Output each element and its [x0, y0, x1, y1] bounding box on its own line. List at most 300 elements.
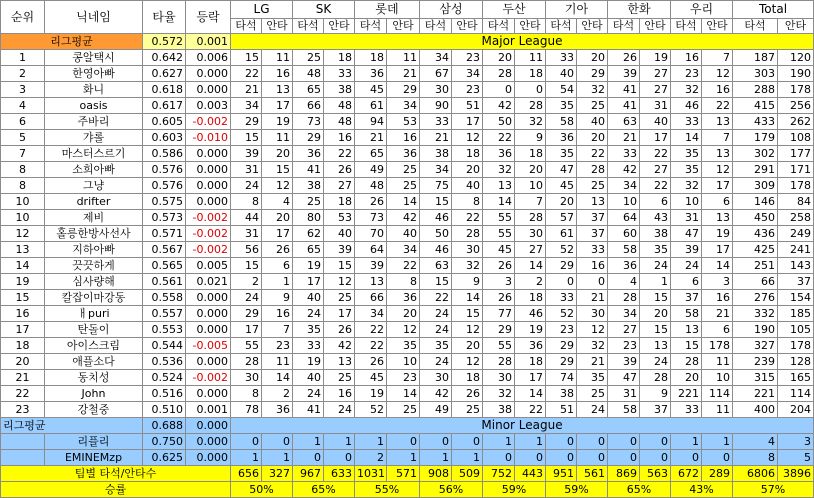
- player-row[interactable]: [1, 210, 814, 226]
- stat-hits: 40: [387, 226, 420, 242]
- stat-hits: 171: [778, 162, 814, 178]
- stat-hits: 16: [262, 66, 293, 82]
- stat-at-bats: 22: [231, 66, 262, 82]
- player-row[interactable]: [1, 178, 814, 194]
- stat-hits: 6: [702, 194, 733, 210]
- stat-hits: 9: [640, 386, 671, 402]
- stat-hits: 1: [387, 450, 420, 466]
- stat-at-bats: 45: [546, 178, 577, 194]
- stat-at-bats: 15: [420, 194, 452, 210]
- player-change: -0.002: [186, 242, 231, 258]
- player-avg: 0.576: [143, 162, 186, 178]
- stat-at-bats: 39: [608, 354, 640, 370]
- stat-at-bats: 28: [671, 354, 702, 370]
- player-rank: [1, 434, 45, 450]
- player-nickname[interactable]: oasis: [45, 98, 143, 114]
- stat-at-bats: 34: [355, 306, 387, 322]
- stat-hits: 26: [324, 162, 355, 178]
- stat-at-bats: 425: [733, 242, 778, 258]
- stat-hits: 31: [640, 98, 671, 114]
- stat-hits: 27: [640, 82, 671, 98]
- stat-hits: 4: [262, 194, 293, 210]
- stat-hits: 11: [262, 130, 293, 146]
- stat-hits: 16: [262, 306, 293, 322]
- stat-at-bats: 41: [608, 82, 640, 98]
- stat-hits: 22: [515, 402, 546, 418]
- player-change: 0.001: [186, 402, 231, 418]
- stat-at-bats: 34: [420, 50, 452, 66]
- stat-at-bats: 309: [733, 178, 778, 194]
- stat-hits: 24: [324, 402, 355, 418]
- player-nickname[interactable]: drifter: [45, 194, 143, 210]
- stat-hits: 36: [262, 402, 293, 418]
- player-nickname[interactable]: 마스터스르기: [45, 146, 143, 162]
- player-rank: 20: [1, 354, 45, 370]
- stat-hits: 42: [387, 210, 420, 226]
- player-nickname[interactable]: 칼잡이마강동: [45, 290, 143, 306]
- stat-hits: 13: [577, 194, 608, 210]
- player-nickname[interactable]: 주바리: [45, 114, 143, 130]
- stat-hits: 0: [515, 82, 546, 98]
- stat-hits: 7: [515, 194, 546, 210]
- stat-hits: 34: [387, 242, 420, 258]
- stat-hits: 18: [452, 146, 483, 162]
- stat-at-bats: 28: [483, 354, 515, 370]
- stat-at-bats: 31: [231, 226, 262, 242]
- stat-hits: 22: [702, 98, 733, 114]
- stat-at-bats: 78: [231, 402, 262, 418]
- stat-at-bats: 35: [546, 146, 577, 162]
- player-nickname[interactable]: 홀릉한방사선사: [45, 226, 143, 242]
- win-rate-value: 56%: [420, 482, 483, 498]
- stat-hits: 0: [577, 450, 608, 466]
- stat-at-bats: 146: [733, 194, 778, 210]
- stat-hits: 20: [577, 50, 608, 66]
- sub-header-hits: 안타: [577, 19, 608, 34]
- stat-hits: 19: [262, 114, 293, 130]
- player-row[interactable]: [1, 146, 814, 162]
- stat-hits: 12: [702, 162, 733, 178]
- player-row[interactable]: [1, 98, 814, 114]
- stat-at-bats: 34: [231, 98, 262, 114]
- win-rate-value: 59%: [483, 482, 546, 498]
- player-row[interactable]: [1, 242, 814, 258]
- stat-at-bats: 28: [231, 354, 262, 370]
- player-nickname[interactable]: John: [45, 386, 143, 402]
- stat-hits: 46: [515, 306, 546, 322]
- player-row[interactable]: [1, 162, 814, 178]
- stat-at-bats: 52: [546, 242, 577, 258]
- stat-hits: 22: [640, 178, 671, 194]
- stat-at-bats: 13: [671, 322, 702, 338]
- stat-at-bats: 73: [293, 114, 324, 130]
- player-change: 0.000: [186, 66, 231, 82]
- stat-at-bats: 327: [733, 338, 778, 354]
- stat-at-bats: 433: [733, 114, 778, 130]
- team-total-value: 951: [546, 466, 577, 482]
- league-avg-change: 0.001: [186, 34, 231, 50]
- stat-at-bats: 90: [420, 98, 452, 114]
- stat-hits: 18: [452, 370, 483, 386]
- stat-hits: 37: [577, 210, 608, 226]
- player-rank: 16: [1, 306, 45, 322]
- stat-hits: 105: [778, 322, 814, 338]
- team-total-value: 563: [640, 466, 671, 482]
- stat-hits: 17: [452, 114, 483, 130]
- stat-at-bats: 10: [608, 194, 640, 210]
- stat-at-bats: 65: [293, 242, 324, 258]
- stat-hits: 10: [702, 370, 733, 386]
- player-nickname[interactable]: 애플소다: [45, 354, 143, 370]
- stat-at-bats: 23: [608, 338, 640, 354]
- stat-at-bats: 66: [293, 98, 324, 114]
- player-nickname[interactable]: 심사량해: [45, 274, 143, 290]
- stat-at-bats: 24: [671, 258, 702, 274]
- stat-at-bats: 302: [733, 146, 778, 162]
- player-rank: 3: [1, 82, 45, 98]
- stat-hits: 178: [778, 338, 814, 354]
- sub-header-at-bats: 타석: [483, 19, 515, 34]
- player-rank: 6: [1, 114, 45, 130]
- stat-at-bats: 39: [355, 258, 387, 274]
- player-row[interactable]: [1, 50, 814, 66]
- sub-header-at-bats: 타석: [293, 19, 324, 34]
- stat-hits: 15: [640, 322, 671, 338]
- player-avg: 0.573: [143, 210, 186, 226]
- player-row[interactable]: [1, 274, 814, 290]
- player-row[interactable]: [1, 290, 814, 306]
- stat-at-bats: 30: [231, 370, 262, 386]
- stat-hits: 27: [515, 242, 546, 258]
- player-avg: 0.536: [143, 354, 186, 370]
- stat-hits: 28: [577, 162, 608, 178]
- player-row[interactable]: [1, 386, 814, 402]
- win-rate-value: 65%: [293, 482, 355, 498]
- stat-hits: 19: [515, 322, 546, 338]
- player-row[interactable]: [1, 450, 814, 466]
- stat-hits: 36: [387, 146, 420, 162]
- sub-header-at-bats: 타석: [231, 19, 262, 34]
- stat-at-bats: 55: [231, 338, 262, 354]
- stat-hits: 15: [640, 290, 671, 306]
- stat-at-bats: 30: [420, 370, 452, 386]
- stat-hits: 28: [515, 210, 546, 226]
- stat-hits: 20: [452, 338, 483, 354]
- stat-at-bats: 0: [231, 434, 262, 450]
- stat-at-bats: 48: [355, 178, 387, 194]
- stat-at-bats: 45: [483, 242, 515, 258]
- stat-hits: 13: [702, 146, 733, 162]
- stat-at-bats: 20: [671, 370, 702, 386]
- win-rate-value: 50%: [231, 482, 293, 498]
- stat-at-bats: 26: [608, 50, 640, 66]
- team-total-value: 561: [577, 466, 608, 482]
- player-change: 0.000: [186, 178, 231, 194]
- stat-hits: 35: [387, 338, 420, 354]
- player-row[interactable]: [1, 370, 814, 386]
- stat-at-bats: 24: [231, 178, 262, 194]
- stat-hits: 12: [577, 322, 608, 338]
- stat-hits: 23: [452, 82, 483, 98]
- team-header-doosan: 두산: [483, 1, 546, 19]
- stat-hits: 14: [702, 258, 733, 274]
- player-nickname[interactable]: EMINEMzp: [45, 450, 143, 466]
- stat-at-bats: 61: [546, 226, 577, 242]
- stat-hits: 2: [515, 274, 546, 290]
- player-row[interactable]: [1, 130, 814, 146]
- stat-at-bats: 29: [231, 306, 262, 322]
- stat-hits: 11: [515, 50, 546, 66]
- stat-hits: 22: [452, 210, 483, 226]
- stat-at-bats: 10: [671, 194, 702, 210]
- league-avg-change: 0.000: [186, 418, 231, 434]
- player-nickname[interactable]: 탄돌이: [45, 322, 143, 338]
- player-row[interactable]: [1, 114, 814, 130]
- stat-at-bats: 35: [671, 146, 702, 162]
- stat-at-bats: 21: [231, 82, 262, 98]
- player-avg: 0.553: [143, 322, 186, 338]
- player-change: 0.000: [186, 146, 231, 162]
- player-nickname[interactable]: 리플리: [45, 434, 143, 450]
- stat-hits: 35: [577, 370, 608, 386]
- stat-at-bats: 13: [355, 274, 387, 290]
- sub-header-at-bats: 타석: [420, 19, 452, 34]
- stat-at-bats: 22: [420, 290, 452, 306]
- player-rank: 4: [1, 98, 45, 114]
- player-row[interactable]: [1, 354, 814, 370]
- player-nickname[interactable]: 강철중: [45, 402, 143, 418]
- stat-at-bats: 26: [355, 194, 387, 210]
- stat-at-bats: 57: [546, 210, 577, 226]
- stat-at-bats: 14: [671, 130, 702, 146]
- sub-header-hits: 안타: [702, 19, 733, 34]
- stat-hits: 20: [262, 210, 293, 226]
- stat-hits: 20: [577, 130, 608, 146]
- stat-at-bats: 35: [420, 338, 452, 354]
- stat-hits: 29: [577, 66, 608, 82]
- stat-hits: 25: [387, 162, 420, 178]
- stat-hits: 3: [778, 434, 814, 450]
- player-row[interactable]: [1, 402, 814, 418]
- stat-hits: 22: [577, 146, 608, 162]
- stat-hits: 53: [324, 210, 355, 226]
- team-total-value: 6806: [733, 466, 778, 482]
- stat-hits: 19: [702, 226, 733, 242]
- stat-at-bats: 60: [608, 226, 640, 242]
- stat-at-bats: 0: [483, 82, 515, 98]
- stat-at-bats: 251: [733, 258, 778, 274]
- stat-hits: 16: [577, 258, 608, 274]
- stat-hits: 0: [387, 434, 420, 450]
- stat-hits: 17: [702, 242, 733, 258]
- stat-hits: 48: [324, 98, 355, 114]
- player-rank: 13: [1, 242, 45, 258]
- stat-at-bats: 18: [355, 50, 387, 66]
- team-total-value: 633: [324, 466, 355, 482]
- stat-hits: 37: [778, 274, 814, 290]
- stat-hits: 21: [702, 306, 733, 322]
- player-rank: 1: [1, 50, 45, 66]
- stat-at-bats: 33: [671, 114, 702, 130]
- stat-hits: 24: [577, 402, 608, 418]
- stat-hits: 24: [640, 354, 671, 370]
- player-avg: 0.565: [143, 258, 186, 274]
- team-total-value: 327: [262, 466, 293, 482]
- player-row[interactable]: [1, 226, 814, 242]
- stat-at-bats: 62: [293, 226, 324, 242]
- player-nickname[interactable]: 한영아빠: [45, 66, 143, 82]
- stat-at-bats: 65: [293, 82, 324, 98]
- player-avg: 0.558: [143, 290, 186, 306]
- player-row[interactable]: [1, 306, 814, 322]
- player-avg: 0.561: [143, 274, 186, 290]
- player-nickname[interactable]: 동치성: [45, 370, 143, 386]
- stat-at-bats: 8: [231, 386, 262, 402]
- stat-at-bats: 15: [231, 130, 262, 146]
- player-row[interactable]: [1, 338, 814, 354]
- player-row[interactable]: [1, 434, 814, 450]
- player-nickname[interactable]: 콩알택시: [45, 50, 143, 66]
- sub-header-hits: 안타: [515, 19, 546, 34]
- stat-hits: 37: [640, 402, 671, 418]
- player-change: 0.006: [186, 50, 231, 66]
- stat-at-bats: 33: [293, 338, 324, 354]
- stat-at-bats: 44: [231, 210, 262, 226]
- stat-at-bats: 36: [293, 146, 324, 162]
- player-nickname[interactable]: 갸롤: [45, 130, 143, 146]
- stat-hits: 20: [515, 162, 546, 178]
- player-nickname[interactable]: 화니: [45, 82, 143, 98]
- player-nickname[interactable]: 그냥: [45, 178, 143, 194]
- stat-hits: 25: [324, 290, 355, 306]
- stat-at-bats: 23: [546, 322, 577, 338]
- stat-at-bats: 332: [733, 306, 778, 322]
- stat-at-bats: 33: [546, 290, 577, 306]
- player-avg: 0.576: [143, 178, 186, 194]
- player-change: 0.000: [186, 162, 231, 178]
- stat-at-bats: 64: [608, 210, 640, 226]
- player-rank: 5: [1, 130, 45, 146]
- stat-at-bats: 48: [293, 66, 324, 82]
- stat-hits: 1: [324, 434, 355, 450]
- player-nickname[interactable]: 지하아빠: [45, 242, 143, 258]
- stat-at-bats: 1: [420, 450, 452, 466]
- stat-hits: 1: [640, 274, 671, 290]
- stat-hits: 21: [387, 66, 420, 82]
- stat-hits: 17: [324, 306, 355, 322]
- stat-at-bats: 67: [420, 66, 452, 82]
- stat-at-bats: 49: [355, 162, 387, 178]
- stat-at-bats: 25: [293, 50, 324, 66]
- stat-hits: 17: [515, 370, 546, 386]
- win-rate-value: 59%: [546, 482, 608, 498]
- stat-hits: 22: [324, 146, 355, 162]
- player-rank: 18: [1, 338, 45, 354]
- player-row[interactable]: [1, 322, 814, 338]
- player-change: 0.000: [186, 322, 231, 338]
- stat-at-bats: 291: [733, 162, 778, 178]
- player-avg: 0.575: [143, 194, 186, 210]
- sub-header-at-bats: 타석: [671, 19, 702, 34]
- player-row[interactable]: [1, 258, 814, 274]
- stat-at-bats: 46: [420, 210, 452, 226]
- team-header-lotte: 롯데: [355, 1, 420, 19]
- player-nickname[interactable]: 소희아빠: [45, 162, 143, 178]
- player-avg: 0.544: [143, 338, 186, 354]
- stat-at-bats: 66: [355, 290, 387, 306]
- win-rate-label: 승률: [1, 482, 231, 498]
- stat-hits: 25: [577, 386, 608, 402]
- stat-at-bats: 187: [733, 50, 778, 66]
- stat-at-bats: 58: [671, 306, 702, 322]
- team-header-kia: 기아: [546, 1, 608, 19]
- league-avg-value: 0.572: [143, 34, 186, 50]
- stat-hits: 14: [515, 386, 546, 402]
- stat-hits: 26: [324, 322, 355, 338]
- player-row[interactable]: [1, 66, 814, 82]
- player-nickname[interactable]: 제비: [45, 210, 143, 226]
- player-nickname[interactable]: ㅐpuri: [45, 306, 143, 322]
- stat-at-bats: 46: [671, 98, 702, 114]
- stat-at-bats: 42: [420, 386, 452, 402]
- stat-at-bats: 63: [608, 114, 640, 130]
- stat-hits: 36: [387, 290, 420, 306]
- stat-hits: 0: [262, 434, 293, 450]
- stat-at-bats: 56: [231, 242, 262, 258]
- league-avg-label: 리그평균: [1, 418, 143, 434]
- stat-hits: 1: [262, 274, 293, 290]
- player-row[interactable]: [1, 82, 814, 98]
- player-nickname[interactable]: 아이스크림: [45, 338, 143, 354]
- stat-hits: 37: [577, 226, 608, 242]
- stat-hits: 256: [778, 98, 814, 114]
- stat-at-bats: 0: [546, 274, 577, 290]
- stat-hits: 20: [262, 146, 293, 162]
- stat-at-bats: 15: [231, 258, 262, 274]
- player-nickname[interactable]: 끗끗하게: [45, 258, 143, 274]
- player-rank: 10: [1, 210, 45, 226]
- player-change: -0.010: [186, 130, 231, 146]
- player-avg: 0.510: [143, 402, 186, 418]
- stat-at-bats: 0: [671, 450, 702, 466]
- stat-at-bats: 0: [608, 450, 640, 466]
- player-change: 0.021: [186, 274, 231, 290]
- sub-header-at-bats: 타석: [608, 19, 640, 34]
- team-header-sk: SK: [293, 1, 355, 19]
- player-rank: 10: [1, 194, 45, 210]
- stat-at-bats: 239: [733, 354, 778, 370]
- stat-at-bats: 52: [546, 306, 577, 322]
- player-avg: 0.642: [143, 50, 186, 66]
- stat-at-bats: 74: [546, 370, 577, 386]
- stat-hits: 36: [515, 338, 546, 354]
- player-row[interactable]: [1, 194, 814, 210]
- player-rank: 12: [1, 226, 45, 242]
- stat-at-bats: 63: [420, 258, 452, 274]
- stat-hits: 13: [324, 354, 355, 370]
- stat-at-bats: 26: [355, 354, 387, 370]
- player-avg: 0.625: [143, 450, 186, 466]
- stat-hits: 2: [262, 386, 293, 402]
- sub-header-hits: 안타: [778, 19, 814, 34]
- stat-at-bats: 0: [546, 434, 577, 450]
- stat-at-bats: 17: [231, 322, 262, 338]
- stat-hits: 40: [640, 114, 671, 130]
- stat-at-bats: 28: [483, 66, 515, 82]
- stat-at-bats: 49: [420, 402, 452, 418]
- stat-at-bats: 16: [671, 50, 702, 66]
- team-total-value: 289: [702, 466, 733, 482]
